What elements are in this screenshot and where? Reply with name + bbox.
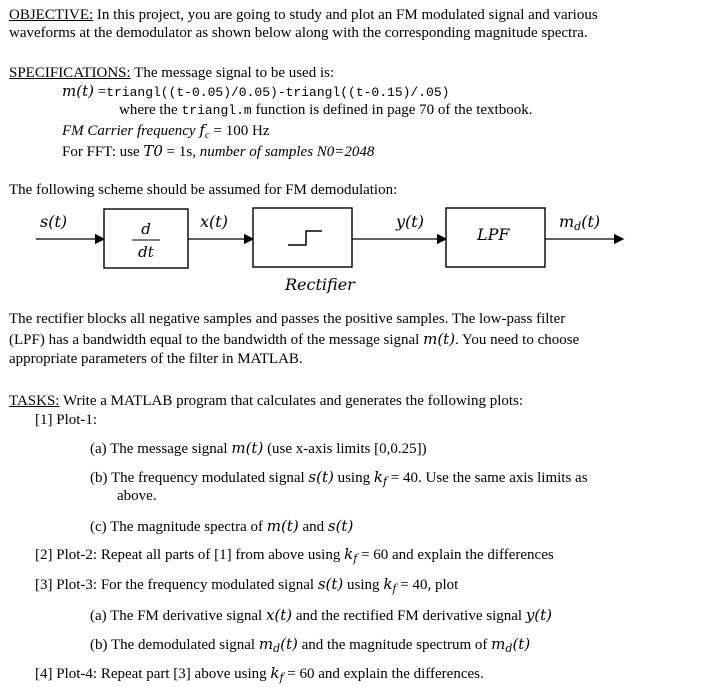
t1c-mid: and	[298, 519, 328, 535]
y-label: y(t)	[396, 212, 424, 231]
task-3b	[90, 635, 530, 658]
message-eq-sign: =	[93, 84, 107, 100]
specifications-label: SPECIFICATIONS:	[9, 65, 131, 81]
t3b-sub: d	[273, 642, 281, 655]
t1b-pre: (b) The frequency modulated signal	[90, 470, 309, 486]
rectifier-caption: Rectifier	[285, 275, 355, 294]
t3-mid: using	[343, 577, 384, 593]
rectifier-block	[253, 208, 352, 267]
t4-ksub: f	[279, 671, 284, 684]
task-1a	[90, 439, 427, 458]
tasks-intro: Write a MATLAB program that calculates and generates the following plots:	[59, 393, 524, 409]
task-1b-line-2: above.	[117, 488, 157, 504]
specifications-intro: The message signal to be used is:	[130, 65, 335, 81]
output-arg: (t)	[581, 212, 601, 231]
t3-post: = 40, plot	[396, 577, 459, 593]
fft-t0: T0	[143, 142, 163, 160]
task-4	[35, 664, 484, 687]
input-label: s(t)	[40, 212, 68, 231]
t4-k: k	[270, 664, 280, 682]
t3-pre: [3] Plot-3: For the frequency modulated signal	[35, 577, 318, 593]
carrier-value: = 100 Hz	[209, 123, 270, 139]
output-sub: d	[574, 220, 582, 233]
t3-ksub: f	[392, 582, 397, 595]
objective-text-1: In this project, you are going to study and plot an FM modulated signal and various	[93, 7, 598, 23]
t3b-arg2: (t)	[512, 635, 531, 653]
t3a-pre: (a) The FM derivative signal	[90, 608, 266, 624]
where-pre: where the	[119, 102, 182, 118]
carrier-label: FM Carrier frequency	[62, 123, 200, 139]
t1c-pre: (c) The magnitude spectra of	[90, 519, 267, 535]
t3b-arg: (t)	[280, 635, 298, 653]
task-3	[35, 575, 458, 598]
task-1b	[90, 468, 588, 491]
t1c-sym2: s(t)	[327, 517, 354, 535]
output-label	[559, 213, 600, 236]
where-post: function is defined in page 70 of the textbook.	[251, 102, 533, 118]
t3b-sub2: d	[505, 642, 513, 655]
t3b-pre: (b) The demodulated signal	[90, 637, 259, 653]
t1b-sym: s(t)	[308, 468, 334, 486]
fft-mid: = 1s,	[162, 144, 200, 160]
scheme-intro: The following scheme should be assumed for FM demodulation:	[9, 182, 398, 198]
t2-pre: [2] Plot-2: Repeat all parts of [1] from above using	[35, 547, 345, 563]
message-lhs: m(t)	[62, 82, 94, 100]
task-1c	[90, 517, 353, 536]
t1b-ksub: f	[382, 475, 388, 488]
t3b-m2: m	[491, 635, 506, 653]
t4-pre: [4] Plot-4: Repeat part [3] above using	[35, 666, 271, 682]
t3a-sym2: y(t)	[525, 606, 553, 624]
t3b-m: m	[258, 635, 274, 653]
x-label: x(t)	[200, 212, 228, 231]
t3-sym: s(t)	[317, 575, 344, 593]
t1b-post: = 40. Use the same axis limits as	[387, 470, 588, 486]
t1a-pre: (a) The message signal	[90, 441, 232, 457]
t1b-mid: using	[333, 470, 374, 486]
fft-pre: For FFT: use	[62, 144, 144, 160]
task-3a	[90, 606, 552, 625]
task-2	[35, 545, 554, 568]
demodulator-diagram	[0, 0, 702, 300]
t1a-sym: m(t)	[231, 439, 264, 457]
t3-k: k	[383, 575, 393, 593]
carrier-symbol: f	[199, 121, 205, 139]
rd-post: . You need to choose	[455, 332, 580, 348]
t1b-k: k	[373, 468, 383, 486]
where-code: triangl.m	[181, 103, 252, 118]
rd-pre: (LPF) has a bandwidth equal to the bandwidth of the message signal	[9, 332, 424, 348]
carrier-sub: c	[204, 129, 210, 141]
output-m: m	[559, 212, 575, 231]
objective-label: OBJECTIVE:	[9, 7, 94, 23]
t1a-post: (use x-axis limits [0,0.25])	[263, 441, 427, 457]
tasks-heading	[9, 392, 523, 410]
fft-post: number of samples N0=2048	[199, 144, 375, 160]
lpf-label: LPF	[477, 225, 510, 244]
message-code: triangl((t-0.05)/0.05)-triangl((t-0.15)/.05)	[106, 85, 450, 100]
objective-line-2: waveforms at the demodulator as shown below along with the corresponding magnitude spectra.	[9, 25, 588, 41]
t2-ksub: f	[353, 552, 358, 565]
task-1: [1] Plot-1:	[35, 412, 98, 428]
t1c-sym1: m(t)	[266, 517, 299, 535]
diff-denominator: dt	[138, 243, 154, 261]
t4-post: = 60 and explain the differences.	[283, 666, 484, 682]
diff-numerator: d	[141, 220, 151, 238]
rectifier-desc-line-2	[9, 330, 579, 349]
rd-sym: m(t)	[423, 330, 456, 348]
t2-k: k	[344, 545, 354, 563]
tasks-label: TASKS:	[9, 393, 60, 409]
rectifier-desc-line-3: appropriate parameters of the filter in MATLAB.	[9, 351, 303, 367]
t3a-mid: and the rectified FM derivative signal	[292, 608, 526, 624]
t3b-mid: and the magnitude spectrum of	[297, 637, 492, 653]
t3a-sym1: x(t)	[265, 606, 293, 624]
rectifier-desc-line-1: The rectifier blocks all negative samples and passes the positive samples. The low-pass filter	[9, 311, 566, 327]
t2-post: = 60 and explain the differences	[357, 547, 554, 563]
